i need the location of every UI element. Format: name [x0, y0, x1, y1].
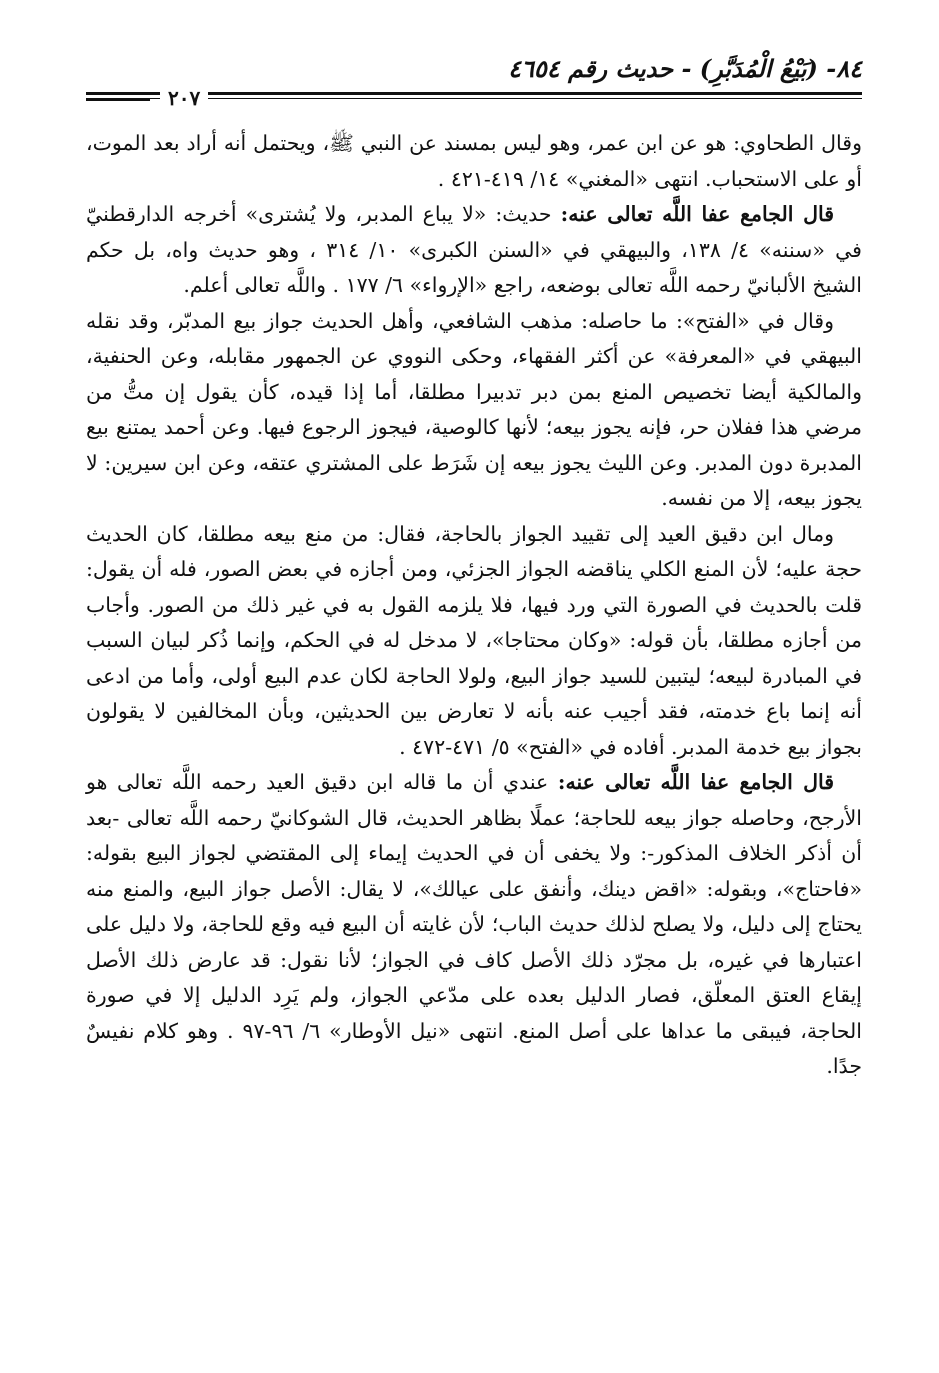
paragraph	[86, 304, 862, 517]
paragraph	[86, 765, 862, 1085]
paragraph-text: حديث: «لا يباع المدبر، ولا يُشترى» أخرجه الدارقطنيّ في «سننه» ٤/ ١٣٨، والبيهقي في «السنن الكبرى» ١٠/ ٣١٤ ، وهو حديث واه، بل حكم الشيخ الألبانيّ رحمه اللَّه تعالى بوضعه، راجع «الإرواء» ٦/ ١٧٧ . واللَّه تعالى أعلم.	[86, 202, 862, 297]
paragraph-text: عندي أن ما قاله ابن دقيق العيد رحمه اللَّه تعالى هو الأرجح، وحاصله جواز بيعه للحاجة؛ عملًا بظاهر الحديث، قال الشوكانيّ رحمه اللَّه تعالى -بعد أن أذكر الخلاف المذكور-: ولا يخفى أن في الحديث إيماء إلى المقتضي لجواز البيع بقوله: «فاحتاج»، وبقوله: «اقض دينك، وأنفق على عيالك»، لا يقال: الأصل جواز البيع، والمنع منه يحتاج إلى دليل، ولا يصلح لذلك حديث الباب؛ لأن غايته أن البيع فيه وقع للحاجة، ولا دليل على اعتبارها في غيره، بل مجرّد ذلك الأصل كاف في الجواز؛ لأنا نقول: قد عارض ذلك الأصل إيقاع العتق المعلّق، فصار الدليل بعده على مدّعي الجواز، ولم يَرِد الدليل إلا في صورة الحاجة، فيبقى ما عداها على أصل المنع. انتهى «نيل الأوطار» ٦/ ٩٦-٩٧ . وهو كلام نفيسٌ جدًا.	[86, 770, 862, 1078]
paragraph-lead: قال الجامع عفا اللَّه تعالى عنه:	[557, 770, 835, 794]
paragraph-text: وقال في «الفتح»: ما حاصله: مذهب الشافعي، وأهل الحديث جواز بيع المدبّر، وقد نقله البيهقي في «المعرفة» عن أكثر الفقهاء، وحكى النووي عن الجمهور مقابله، وعن الحنفية، والمالكية أيضا تخصيص المنع بمن دبر تدبيرا مطلقا، أما إذا قيده، كأن يقول إن متُّ من مرضي هذا ففلان حر، فإنه يجوز بيعه؛ لأنها كالوصية، فيجوز الرجوع فيها. وعن أحمد يمتنع بيع المدبرة دون المدبر. وعن الليث يجوز بيعه إن شَرَط على المشتري عتقه، وعن ابن سيرين: لا يجوز بيعه، إلا من نفسه.	[86, 308, 862, 510]
paragraph-text: ومال ابن دقيق العيد إلى تقييد الجواز بالحاجة، فقال: من منع بيعه مطلقا، كان الحديث حجة عليه؛ لأن المنع الكلي يناقضه الجواز الجزئي، ومن أجازه في بعض الصور، فله أن يقول: قلت بالحديث في الصورة التي ورد فيها، فلا يلزمه القول به في غير ذلك من الصور. وأجاب من أجازه مطلقا، بأن قوله: «وكان محتاجا»، لا مدخل له في الحكم، وإنما ذُكر لبيان السبب في المبادرة لبيعه؛ ليتبين للسيد جواز البيع، ولولا الحاجة لكان عدم البيع أولى، وأما من ادعى أنه إنما باع خدمته، فقد أجيب عنه بأنه لا تعارض بين الحديثين، وبأن المخالفين لا يقولون بجواز بيع خدمة المدبر. أفاده في «الفتح» ٥/ ٤٧١-٤٧٢ .	[86, 521, 862, 759]
body-text	[86, 126, 862, 1085]
page-number-rule	[86, 98, 150, 101]
page-header	[86, 50, 862, 108]
paragraph	[86, 126, 862, 197]
running-title: ٨٤- (بَيْعُ الْمُدَبَّرِ) - حديث رقم ٤٦٥٤	[508, 54, 862, 83]
paragraph-lead: قال الجامع عفا اللَّه تعالى عنه:	[560, 202, 835, 226]
paragraph	[86, 517, 862, 766]
page-number: ٢٠٧	[160, 86, 208, 110]
paragraph	[86, 197, 862, 304]
paragraph-text: وقال الطحاوي: هو عن ابن عمر، وهو ليس بمسند عن النبي ﷺ، ويحتمل أنه أراد بعد الموت، أو على الاستحباب. انتهى «المغني» ١٤/ ٤١٩-٤٢١ .	[86, 131, 862, 191]
